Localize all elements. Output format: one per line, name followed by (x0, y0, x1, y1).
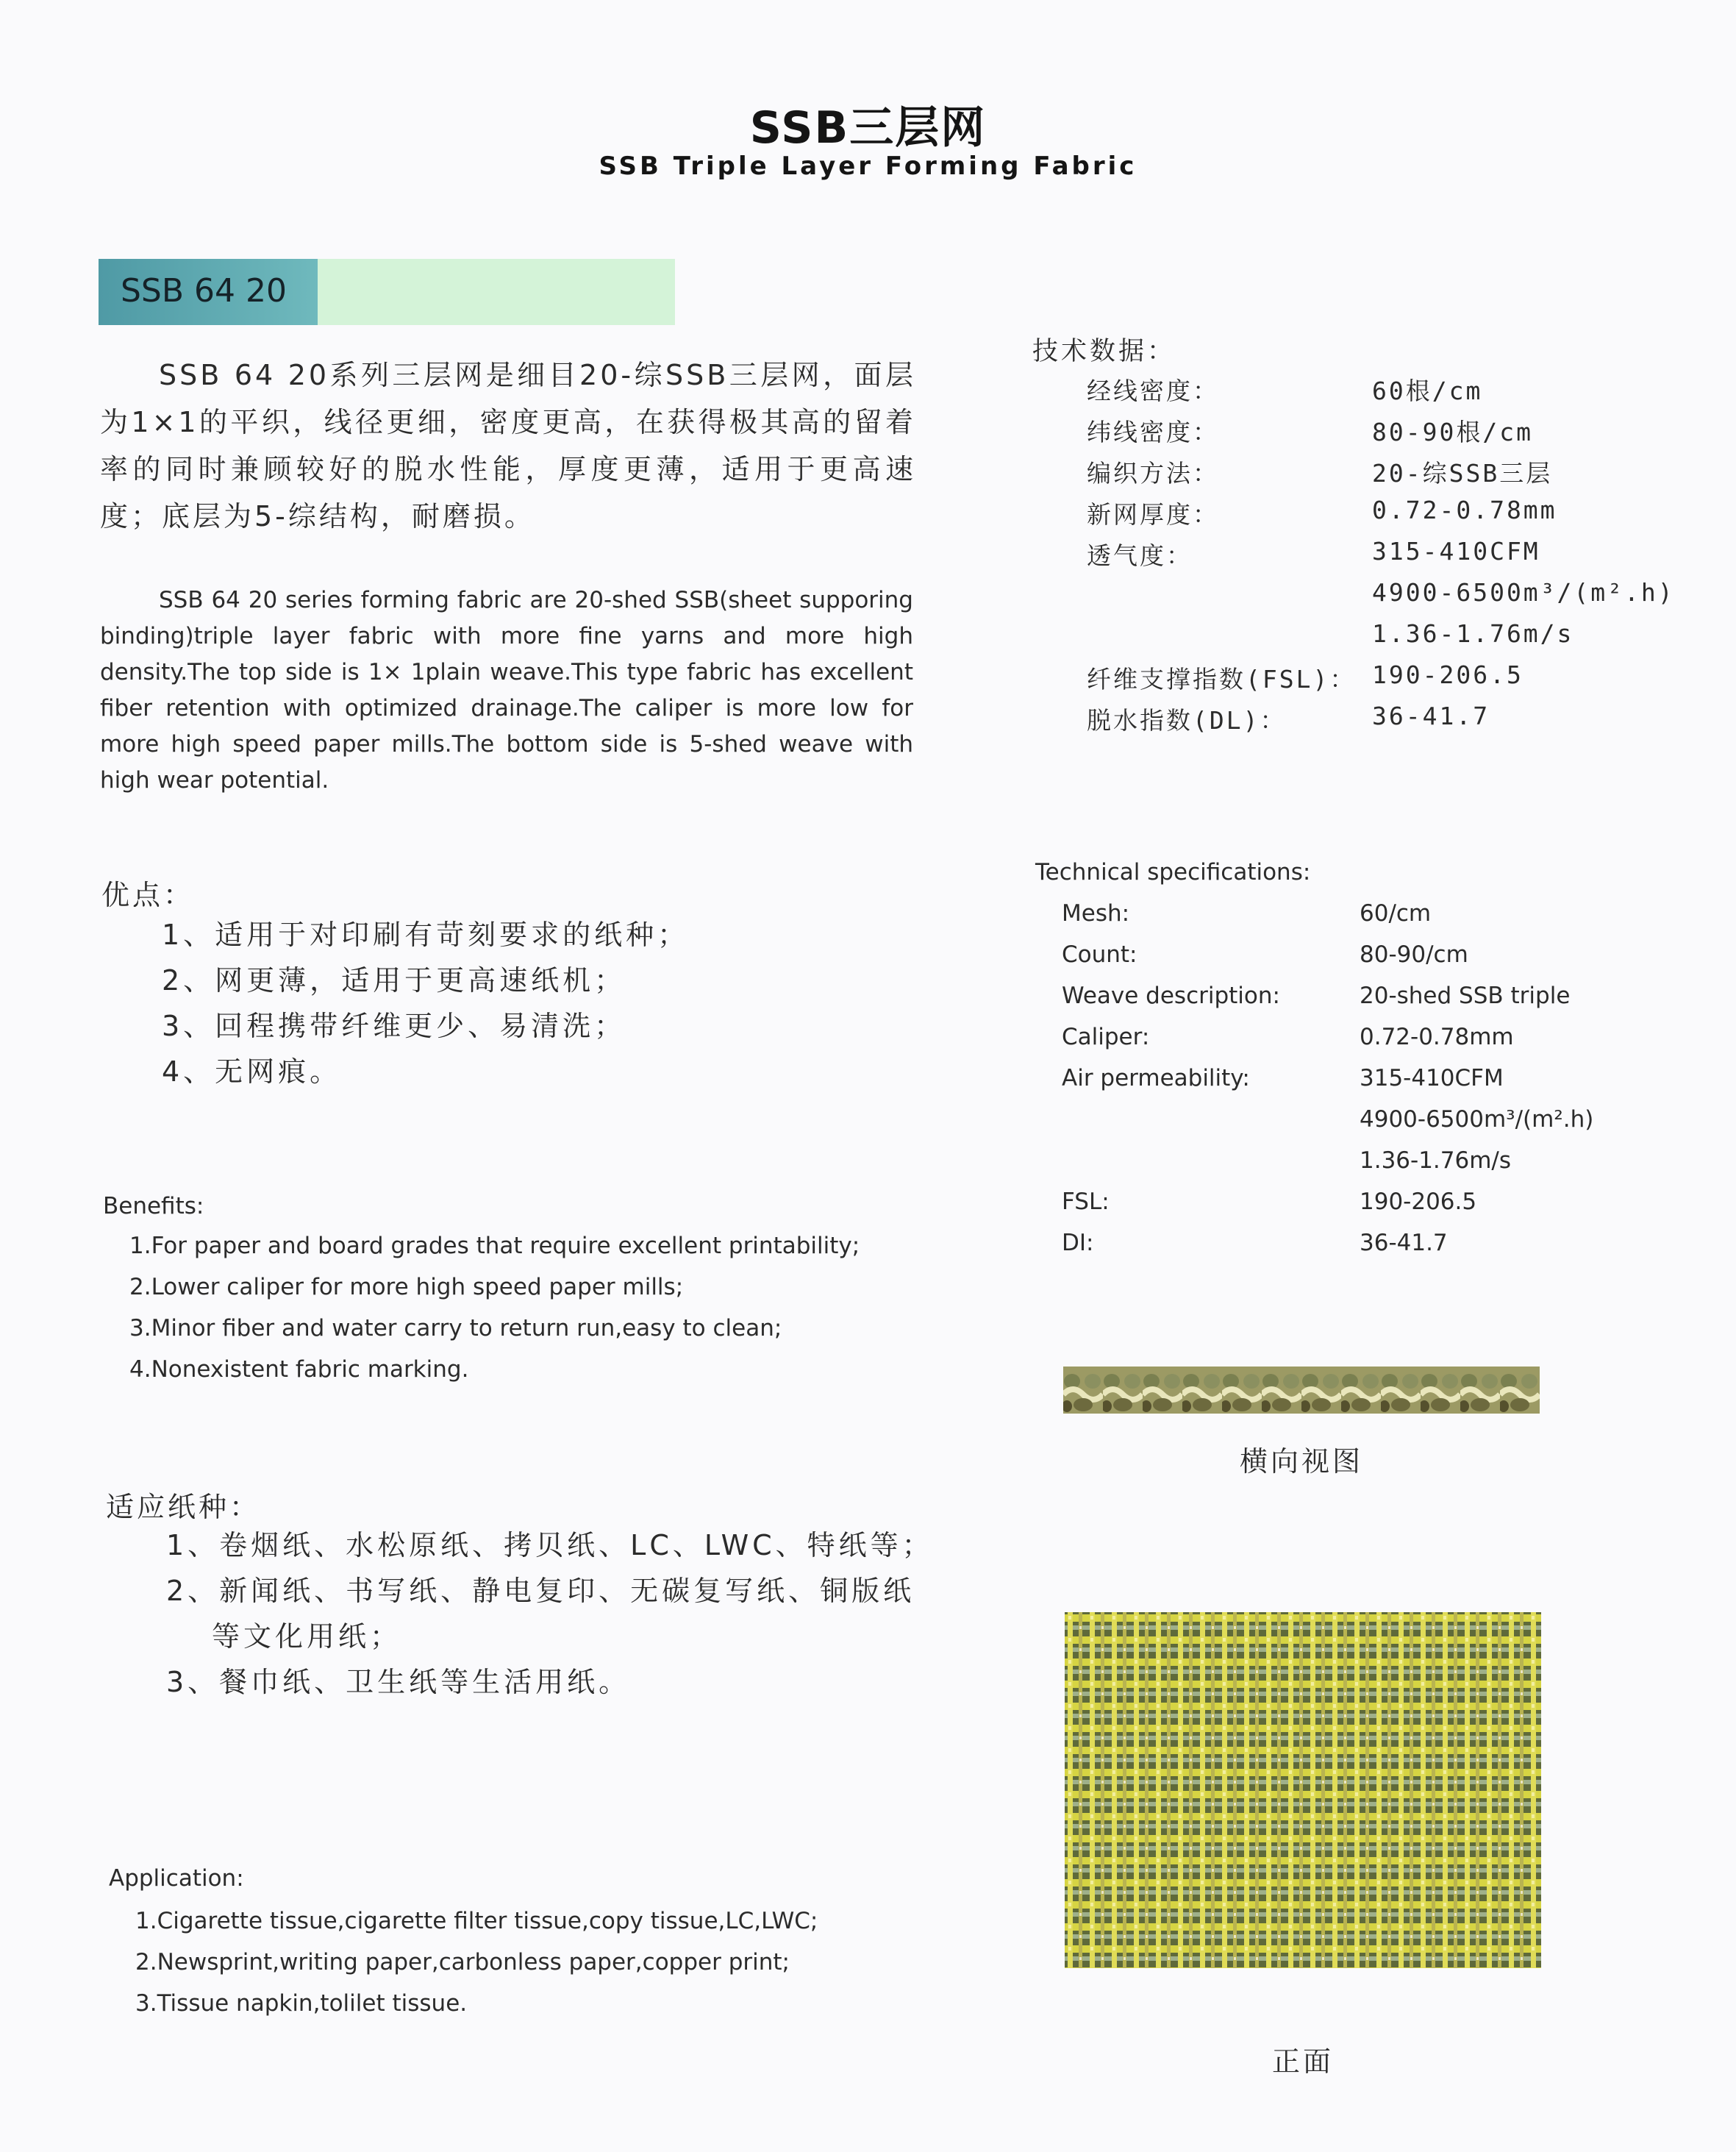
spec-value: 1.36-1.76m/s (1372, 619, 1574, 648)
advantages-heading: 优点： (101, 879, 195, 911)
list-item: 1.Cigarette tissue,cigarette filter tissue,copy tissue,LC,LWC; (135, 1908, 818, 1934)
application-en-list (135, 1900, 818, 2024)
spec-row-air (1087, 537, 1675, 578)
list-item: 4、无网痕。 (162, 1055, 342, 1088)
spec-label: 纬线密度： (1087, 418, 1219, 446)
tech-en-heading: Technical specifications: (1035, 859, 1311, 886)
spec-value: 0.72-0.78mm (1372, 496, 1557, 524)
application-zh-heading: 适应纸种： (106, 1491, 261, 1523)
spec-value: 1.36-1.76m/s (1360, 1147, 1512, 1174)
list-item: 2.Newsprint,writing paper,carbonless paper,copper print; (135, 1949, 790, 1975)
spec-row-air-ms (1087, 619, 1675, 660)
spec-row-dl (1062, 1230, 1593, 1271)
spec-row-dl (1087, 702, 1675, 743)
spec-row-count (1062, 941, 1593, 983)
spec-row-mesh (1087, 372, 1675, 413)
application-en-heading: Application: (109, 1865, 244, 1892)
spec-label: Mesh: (1062, 900, 1130, 927)
spec-row-caliper (1062, 1024, 1593, 1065)
cross-section-image (1063, 1367, 1540, 1414)
intro-en (100, 582, 913, 799)
spec-label: 纤维支撑指数(FSL)： (1087, 665, 1357, 694)
spec-value: 190-206.5 (1360, 1189, 1477, 1215)
list-item: 4.Nonexistent fabric marking. (129, 1356, 469, 1383)
spec-value: 60/cm (1360, 900, 1432, 927)
spec-row-air (1062, 1065, 1593, 1106)
spec-value: 190-206.5 (1372, 660, 1524, 689)
page-subtitle: SSB Triple Layer Forming Fabric (599, 152, 1137, 181)
spec-label: Count: (1062, 941, 1137, 968)
spec-value: 4900-6500m³/(m².h) (1360, 1106, 1594, 1133)
spec-row-air-m3 (1062, 1106, 1593, 1147)
spec-label: 编织方法： (1087, 459, 1219, 488)
list-item: 3.Minor fiber and water carry to return run,easy to clean; (129, 1315, 782, 1342)
spec-row-air-m3 (1087, 578, 1675, 619)
list-item: 2.Lower caliper for more high speed paper mills; (129, 1274, 684, 1300)
spec-value: 60根/cm (1372, 377, 1483, 405)
spec-value: 80-90根/cm (1372, 418, 1533, 446)
list-item: 3、餐巾纸、卫生纸等生活用纸。 (166, 1666, 631, 1698)
list-item-continuation: 等文化用纸； (212, 1620, 402, 1653)
spec-value: 36-41.7 (1360, 1230, 1448, 1256)
intro-zh-text: SSB 64 20系列三层网是细目20-综SSB三层网，面层为1×1的平织，线径更细，密度更高，在获得极其高的留着率的同时兼顾较好的脱水性能，厚度更薄，适用于更高速度；底层为5-综结构，耐磨损。 (100, 359, 916, 532)
tech-zh-heading: 技术数据： (1032, 337, 1176, 366)
cross-section-caption: 横向视图 (1239, 1445, 1363, 1478)
application-zh-list (166, 1522, 934, 1705)
list-item: 2、新闻纸、书写纸、静电复印、无碳复写纸、铜版纸 (166, 1575, 915, 1607)
spec-label: 脱水指数(DL)： (1087, 706, 1287, 735)
spec-value: 20-shed SSB triple (1360, 983, 1571, 1009)
spec-value: 315-410CFM (1360, 1065, 1504, 1091)
benefits-list (129, 1225, 860, 1390)
spec-row-fsl (1087, 660, 1675, 702)
spec-value: 80-90/cm (1360, 941, 1468, 968)
benefits-heading: Benefits: (103, 1193, 204, 1219)
model-label: SSB 64 20 (121, 272, 287, 310)
fabric-face-caption: 正面 (1271, 2045, 1334, 2078)
intro-en-text: SSB 64 20 series forming fabric are 20-shed SSB(sheet supporing binding)triple layer fabric with more fine yarns and more high density.The top side is 1× 1plain weave.This type fabric has excellent fiber retention with optimized drainage.The caliper is more low for more high speed paper mills.The bottom side is 5-shed weave with high wear potential. (100, 587, 913, 794)
spec-value: 36-41.7 (1372, 702, 1490, 730)
spec-label: Weave description: (1062, 983, 1280, 1009)
spec-label: 透气度： (1087, 541, 1193, 570)
list-item: 1、适用于对印刷有苛刻要求的纸种； (162, 919, 690, 951)
list-item: 1.For paper and board grades that require excellent printability; (129, 1233, 860, 1259)
spec-label: 经线密度： (1087, 377, 1219, 405)
spec-row-mesh (1062, 900, 1593, 941)
list-item: 3、回程携带纤维更少、易清洗； (162, 1010, 626, 1042)
advantages-list (162, 912, 689, 1094)
spec-row-air-ms (1062, 1147, 1593, 1189)
fabric-face-image (1065, 1612, 1541, 1968)
spec-row-weave (1087, 455, 1675, 496)
spec-label: Air permeability: (1062, 1065, 1250, 1091)
spec-row-weave (1062, 983, 1593, 1024)
spec-value: 4900-6500m³/(m².h) (1372, 578, 1675, 607)
list-item: 3.Tissue napkin,tolilet tissue. (135, 1990, 468, 2017)
list-item: 1、卷烟纸、水松原纸、拷贝纸、LC、LWC、特纸等； (166, 1529, 934, 1561)
spec-label: FSL: (1062, 1189, 1110, 1215)
spec-label: Caliper: (1062, 1024, 1150, 1050)
spec-row-caliper (1087, 496, 1675, 537)
list-item: 2、网更薄，适用于更高速纸机； (162, 964, 626, 997)
spec-row-fsl (1062, 1189, 1593, 1230)
spec-row-count (1087, 413, 1675, 455)
page-title: SSB三层网 (749, 102, 987, 154)
spec-value: 0.72-0.78mm (1360, 1024, 1514, 1050)
spec-value: 20-综SSB三层 (1372, 459, 1553, 488)
spec-value: 315-410CFM (1372, 537, 1540, 566)
spec-label: DI: (1062, 1230, 1094, 1256)
tech-zh-table (1087, 372, 1675, 743)
spec-label: 新网厚度： (1087, 500, 1219, 529)
tech-en-table (1062, 900, 1593, 1271)
intro-zh (100, 352, 916, 540)
